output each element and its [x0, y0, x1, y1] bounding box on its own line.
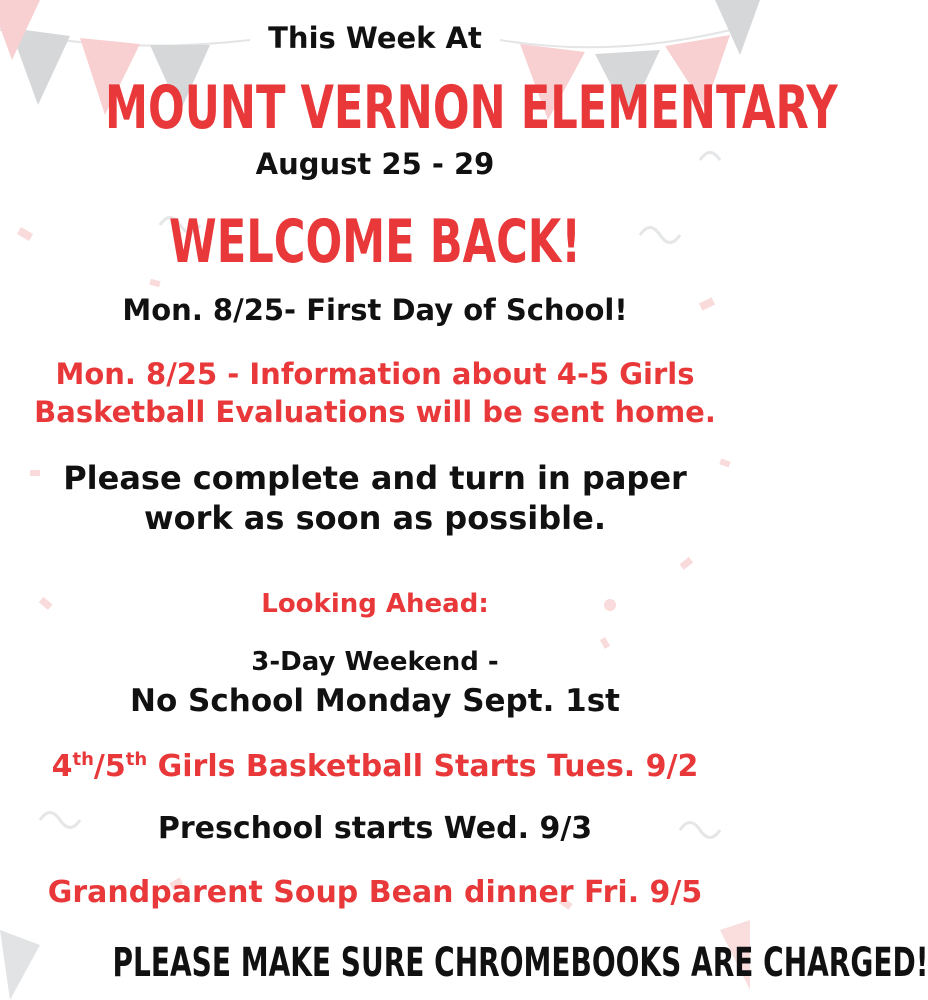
school-name-title: MOUNT VERNON ELEMENTARY	[105, 73, 838, 143]
basketball-grade-5: /5	[93, 749, 126, 784]
looking-ahead-title: Looking Ahead:	[261, 589, 489, 619]
welcome-back-title: WELCOME BACK!	[169, 207, 581, 277]
girls-basketball-starts	[0, 750, 750, 785]
weekend-line-2: No School Monday Sept. 1st	[130, 683, 620, 719]
grandparent-dinner: Grandparent Soup Bean dinner Fri. 9/5	[47, 875, 703, 910]
paperwork-line-2: work as soon as possible.	[144, 499, 606, 537]
basketball-info-line-1: Mon. 8/25 - Information about 4-5 Girls	[55, 357, 695, 391]
basketball-sup-th-1: th	[72, 749, 94, 770]
chromebooks-reminder-banner: PLEASE MAKE SURE CHROMEBOOKS ARE CHARGED!	[112, 940, 928, 986]
weekend-line-1: 3-Day Weekend -	[251, 647, 499, 677]
paperwork-line-1: Please complete and turn in paper	[63, 459, 687, 497]
date-range: August 25 - 29	[255, 147, 495, 181]
this-week-at-label: This Week At	[268, 21, 482, 55]
first-day-event: Mon. 8/25- First Day of School!	[122, 293, 628, 327]
basketball-grade-4: 4	[51, 749, 73, 784]
basketball-start-text: Girls Basketball Starts Tues. 9/2	[147, 749, 699, 784]
preschool-starts: Preschool starts Wed. 9/3	[157, 811, 593, 846]
basketball-sup-th-2: th	[125, 749, 148, 770]
basketball-info-line-2: Basketball Evaluations will be sent home.	[34, 395, 716, 429]
